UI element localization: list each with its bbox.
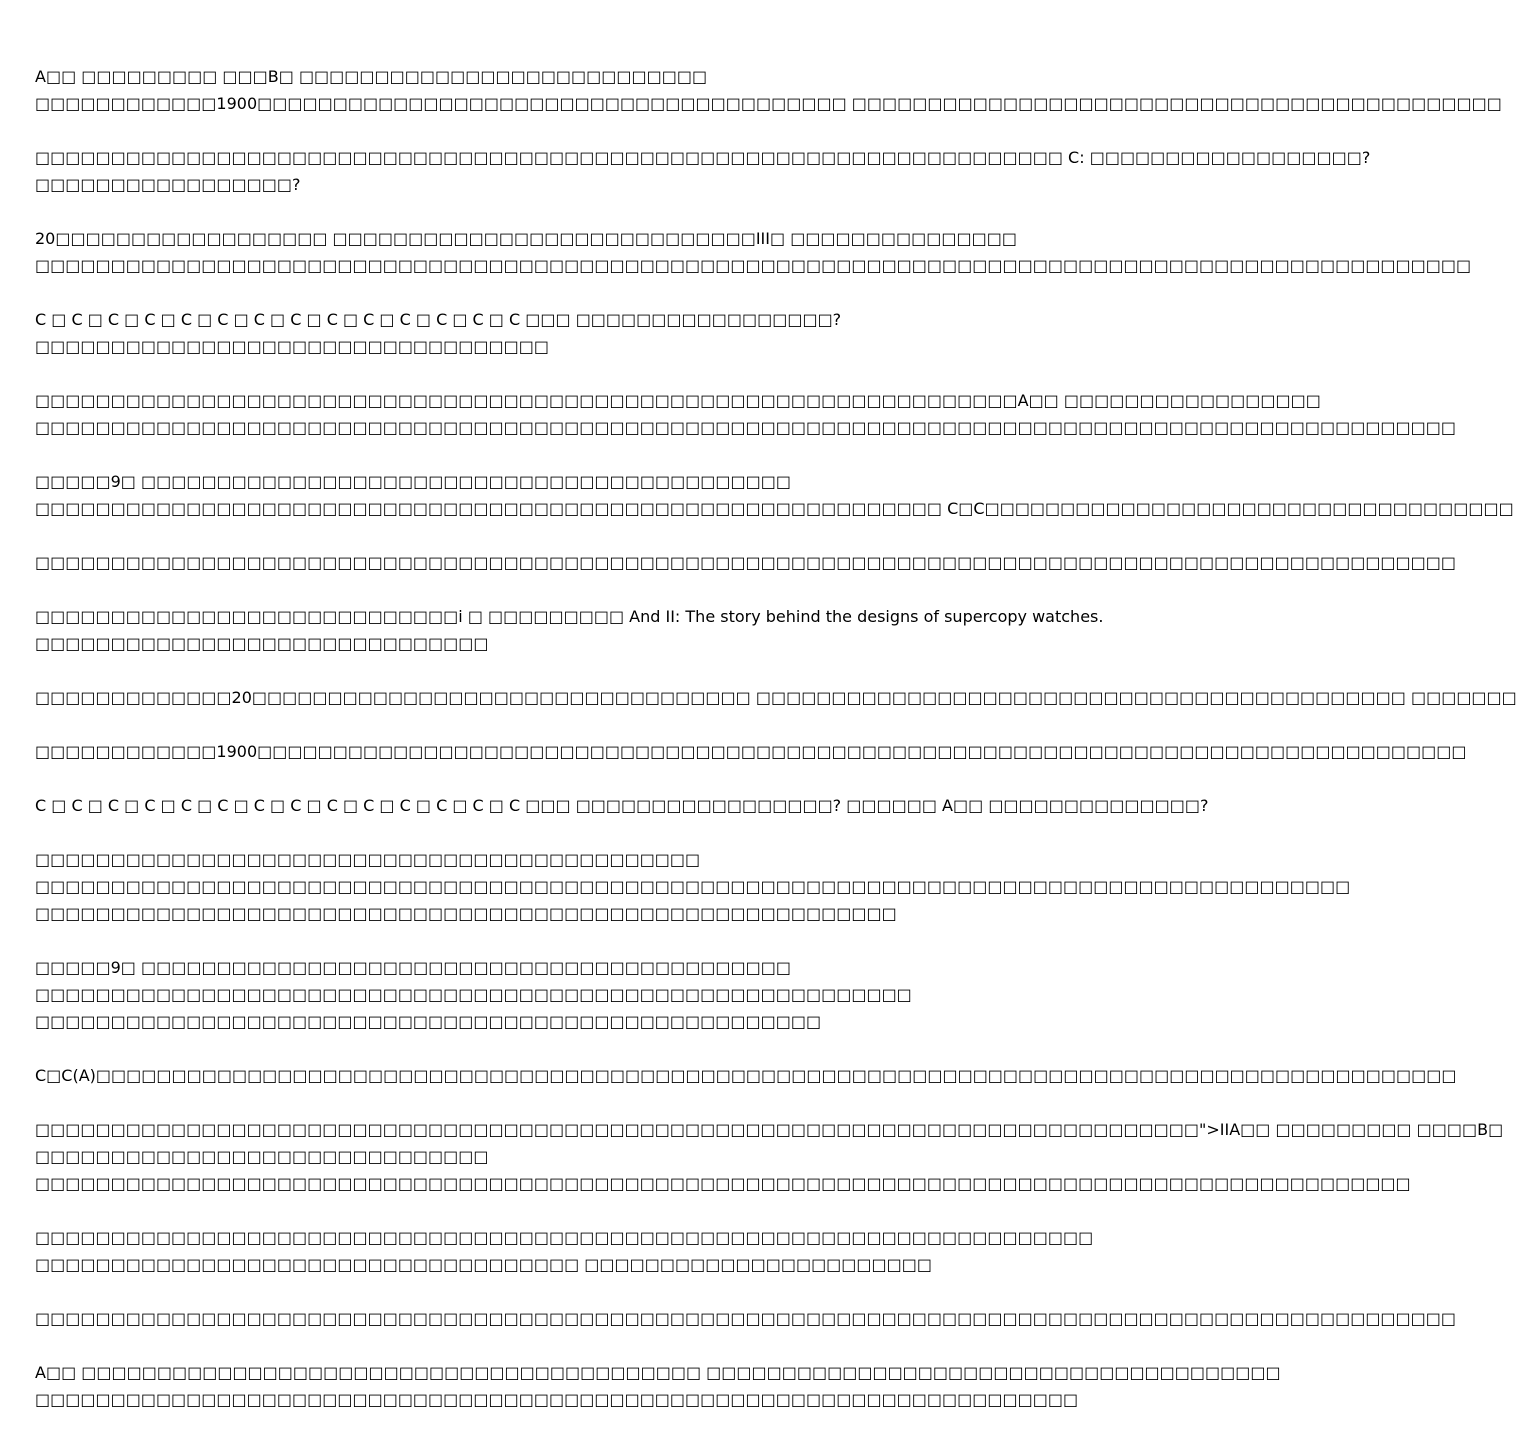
paragraph <box>35 738 1467 765</box>
text-line: □□□□□□□□□□□□□□□□□□□□□□□□□□□□□□□□□□□□□□□□□□□□□□□□□□□□□□□□□□□□□□□□□□□□ C: □□□□□□□□□□□□□□□□□□? <box>35 148 1371 167</box>
document-body <box>35 63 1517 1440</box>
text-line: □□□□□□□□□□□□□□□□□□□□□□□□□□□□□□□□□□□□□□□□□□□□□□□□□□□□ <box>35 1012 822 1031</box>
text-line: □□□□□□□□□□□□1900□□□□□□□□□□□□□□□□□□□□□□□□□□□□□□□□□□□□□□□□□□□□□□□□□□□□□□□□□□□□□□□□□□□□□□□□□□□□□□□□ <box>35 742 1467 761</box>
text-line: C □ C □ C □ C □ C □ C □ C □ C □ C □ C □ C □ C □ C □ C □□□ □□□□□□□□□□□□□□□□□? <box>35 310 842 329</box>
text-line: A□□ □□□□□□□□□□□□□□□□□□□□□□□□□□□□□□□□□□□□□□□□□ □□□□□□□□□□□□□□□□□□□□□□□□□□□□□□□□□□□□□□ <box>35 1363 1281 1382</box>
paragraph <box>35 387 1457 441</box>
text-line: □□□□□□□□□□□□□□□□□□□□□□□□□□□□i □ □□□□□□□□□ And II: The story behind the designs of supercopy watches. <box>35 607 1104 626</box>
paragraph <box>35 954 990 1035</box>
paragraph <box>35 1062 1457 1089</box>
text-line: □□□□□□□□□□□□□□□□□□□□□□□□□□□□□□□□□□□□□□□□□□□□□□□□□□□□□□□□□□□□□□□□□□□□□□□□□□□□□□□□□□□□□□□□□□□□□□ <box>35 553 1457 572</box>
text-line: □□□□□□□□□□□□□□□□□□□□□□□□□□□□□□□□□□□□□□□□□□□□□□□□□□□□□□□□□ <box>35 904 897 923</box>
paragraph <box>35 603 1104 657</box>
text-line: □□□□□□□□□□□□□□□□□□□□□□□□□□□□□□□□□□□□□□□□□□□□□□□□□□□□□□□□□□□□□□□□□A□□ □□□□□□□□□□□□□□□□□ <box>35 391 1321 410</box>
paragraph <box>35 792 1209 819</box>
paragraph <box>35 1305 1457 1332</box>
text-line: □□□□□□□□□□□□□□□□□□□□□□□□□□□□□□□□□□ <box>35 337 549 356</box>
paragraph <box>35 1116 1504 1197</box>
paragraph <box>35 1359 1281 1413</box>
paragraph <box>35 468 1514 522</box>
text-line: □□□□□□□□□□□□□□□□□□□□□□□□□□□□□□□□□□□□□□□□□□□□□□□□□□□□□□□□□□□□□□□□□□□□□□□□□□□□□□□□□□□□□□□□□□□□□□ <box>35 1309 1457 1328</box>
text-line: □□□□□□□□□□□□□□□□□? <box>35 175 301 194</box>
paragraph <box>35 684 1517 711</box>
text-line: □□□□□9□ □□□□□□□□□□□□□□□□□□□□□□□□□□□□□□□□□□□□□□□□□□□ <box>35 472 792 491</box>
text-line: □□□□□□□□□□□□□□□□□□□□□□□□□□□□□□□□□□□□□□□□□□□□□□□□□□□□□□□□□□□□□□□□□□□□□□□□□□□□□□□□□□□□□□□□□□□□□□ <box>35 418 1457 437</box>
text-line: □□□□□□□□□□□□□20□□□□□□□□□□□□□□□□□□□□□□□□□□□□□□□□□ □□□□□□□□□□□□□□□□□□□□□□□□□□□□□□□□□□□□□□□□□□□ □□□□□□□ <box>35 688 1517 707</box>
text-line: □□□□□□□□□□□□□□□□□□□□□□□□□□□□□□□□□□□□□□□□□□□□□□□□□□□□□□□□□□□□□□□□□□□□□□□□□□□□□□□□□□□□□□□□□□□ <box>35 1174 1411 1193</box>
text-line: □□□□□□□□□□□□□□□□□□□□□□□□□□□□□□□□□□□□□□□□□□□□□□□□□□□□□□□□□□□□□□□□□□□□□□□□□□□□□">IIA□□ □□□□□□□□□ □□□□B□ <box>35 1120 1504 1139</box>
text-line: □□□□□□□□□□□□□□□□□□□□□□□□□□□□□□□□□□□□□□□□□□□□□□□□□□□□□□□□□□□□□□□□□□□□□□□□□□□□□□□□□□□□□□□□□□□□□□□ <box>35 256 1472 275</box>
text-line: □□□□□□□□□□□□1900□□□□□□□□□□□□□□□□□□□□□□□□□□□□□□□□□□□□□□□ □□□□□□□□□□□□□□□□□□□□□□□□□□□□□□□□□□□□□□□□□□□ <box>35 94 1502 113</box>
text-line: □□□□□9□ □□□□□□□□□□□□□□□□□□□□□□□□□□□□□□□□□□□□□□□□□□□ <box>35 958 792 977</box>
text-line: 20□□□□□□□□□□□□□□□□□□ □□□□□□□□□□□□□□□□□□□□□□□□□□□□III□ □□□□□□□□□□□□□□□ <box>35 229 1017 248</box>
text-line: □□□□□□□□□□□□□□□□□□□□□□□□□□□□□□ <box>35 1147 489 1166</box>
text-line: C □ C □ C □ C □ C □ C □ C □ C □ C □ C □ C □ C □ C □ C □□□ □□□□□□□□□□□□□□□□□? □□□□□□ A□□ □□□□□□□□□□□□□□? <box>35 796 1209 815</box>
text-line: □□□□□□□□□□□□□□□□□□□□□□□□□□□□□□□□□□□□□□□□□□□□ <box>35 850 701 869</box>
text-line: □□□□□□□□□□□□□□□□□□□□□□□□□□□□□□□□□□□□□□□□□□□□□□□□□□□□□□□□□□□□□□□□□□□□□□ <box>35 1228 1094 1247</box>
text-line: □□□□□□□□□□□□□□□□□□□□□□□□□□□□□□□□□□□□□□□□□□□□□□□□□□□□□□□□□□□□□□□□□□□□□□□□□□□□□□□□□□□□□□□ <box>35 877 1351 896</box>
paragraph <box>35 225 1472 279</box>
paragraph <box>35 63 1502 117</box>
paragraph <box>35 1224 1094 1278</box>
text-line: □□□□□□□□□□□□□□□□□□□□□□□□□□□□□□ <box>35 634 489 653</box>
paragraph <box>35 549 1457 576</box>
paragraph <box>35 144 1371 198</box>
text-line: □□□□□□□□□□□□□□□□□□□□□□□□□□□□□□□□□□□□□□□□□□□□□□□□□□□□□□□□□□□□□□□□□□□□□ <box>35 1390 1079 1409</box>
text-line: □□□□□□□□□□□□□□□□□□□□□□□□□□□□□□□□□□□□ □□□□□□□□□□□□□□□□□□□□□□□ <box>35 1255 932 1274</box>
paragraph <box>35 846 1351 927</box>
text-line: □□□□□□□□□□□□□□□□□□□□□□□□□□□□□□□□□□□□□□□□□□□□□□□□□□□□□□□□□□□□ C□C□□□□□□□□□□□□□□□□□□□□□□□□□□□□□□□□□□□ <box>35 499 1514 518</box>
paragraph <box>35 306 990 360</box>
text-line: □□□□□□□□□□□□□□□□□□□□□□□□□□□□□□□□□□□□□□□□□□□□□□□□□□□□□□□□□□ <box>35 985 912 1004</box>
text-line: A□□ □□□□□□□□□ □□□B□ □□□□□□□□□□□□□□□□□□□□□□□□□□□ <box>35 67 708 86</box>
text-line: C□C(A)□□□□□□□□□□□□□□□□□□□□□□□□□□□□□□□□□□□□□□□□□□□□□□□□□□□□□□□□□□□□□□□□□□□□□□□□□□□□□□□□□□□□□□□□□□ <box>35 1066 1457 1085</box>
